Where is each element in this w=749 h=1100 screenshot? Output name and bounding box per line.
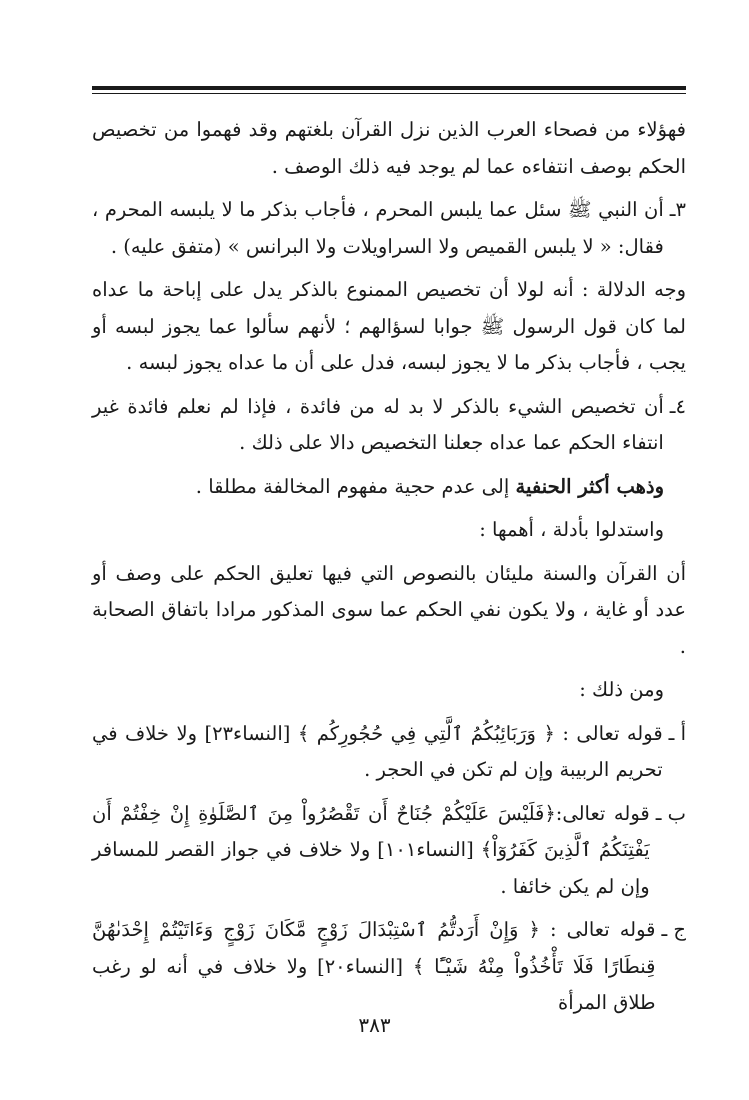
list-item-3 — [92, 192, 686, 265]
paragraph-text: إلى عدم حجية مفهوم المخالفة مطلقا . — [195, 474, 516, 498]
item-text: أن تخصيص الشيء بالذكر لا بد له من فائدة ، فإذا لم نعلم فائدة غير انتفاء الحكم عما عداه جعلنا التخصيص دالا على ذلك . — [92, 394, 664, 454]
page-number: ٣٨٣ — [358, 1013, 391, 1037]
item-marker: ٤ـ — [669, 394, 686, 418]
list-item-c — [92, 912, 686, 1022]
paragraph-proofs: واستدلوا بأدلة ، أهمها : — [479, 518, 664, 541]
list-item-4 — [92, 389, 686, 462]
page-content — [92, 112, 686, 1022]
header-rule-thick — [92, 86, 686, 90]
paragraph-1: فهؤلاء من فصحاء العرب الذين نزل القرآن بلغتهم وقد فهموا من تخصيص الحكم بوصف انتفاءه عما لم يوجد فيه ذلك الوصف . — [92, 118, 686, 178]
paragraph-quran-sunnah: أن القرآن والسنة مليئان بالنصوص التي فيها تعليق الحكم على وصف أو عدد أو غاية ، ولا يكون نفي الحكم عما سوى المذكور مرادا باتفاق الصحابة . — [92, 561, 686, 658]
item-marker: ب ـ — [655, 801, 686, 825]
item-marker: ٣ـ — [669, 198, 686, 221]
list-item-a — [92, 716, 686, 789]
item-text: أن النبي ﷺ سئل عما يلبس المحرم ، فأجاب بذكر ما لا يلبسه المحرم ، فقال: « لا يلبس القميص ولا السراويلات ولا البرانس » (متفق عليه) . — [92, 198, 664, 258]
bold-lead: وذهب أكثر الحنفية — [515, 474, 664, 498]
paragraph-examples: ومن ذلك : — [579, 678, 664, 701]
paragraph-hanafi — [92, 469, 686, 506]
item-text: قوله تعالى:﴿فَلَيْسَ عَلَيْكُمْ جُنَاحٌ أَن تَقْصُرُواْ مِنَ ٱلصَّلَوٰةِ إِنْ خِفْتُمْ أَن يَفْتِنَكُمُ ٱلَّذِينَ كَفَرُوٓاْ﴾ [النساء١٠١] ولا خلاف في جواز القصر للمسافر وإن لم يكن خائفا . — [92, 801, 650, 898]
item-marker: ج ـ — [661, 918, 686, 941]
item-marker: أ ـ — [668, 721, 686, 745]
header-rule-thin — [92, 93, 686, 94]
list-item-b — [92, 796, 686, 906]
item-text: قوله تعالى : ﴿ وَإِنْ أَرَدتُّمُ ٱسْتِبْدَالَ زَوْجٍ مَّكَانَ زَوْجٍ وَءَاتَيْتُمْ إِحْدَىٰهُنَّ قِنطَارًا فَلَا تَأْخُذُواْ مِنْهُ شَيْـًٔا ﴾ [النساء٢٠] ولا خلاف في أنه لو رغب طلاق المرأة — [92, 918, 656, 1014]
item-text: قوله تعالى : ﴿ وَرَبَائِبُكُمُ ٱلَّتِي فِي حُجُورِكُم ﴾ [النساء٢٣] ولا خلاف في تحريم الربيبة وإن لم تكن في الحجر . — [92, 721, 663, 781]
paragraph-evidence: وجه الدلالة : أنه لولا أن تخصيص الممنوع بالذكر يدل على إباحة ما عداه لما كان قول الرسول ﷺ جوابا لسؤالهم ؛ لأنهم سألوا عما يجوز لبسه أو يجب ، فأجاب بذكر ما لا يجوز لبسه، فدل على أن ما عداه يجوز لبسه . — [92, 278, 686, 374]
